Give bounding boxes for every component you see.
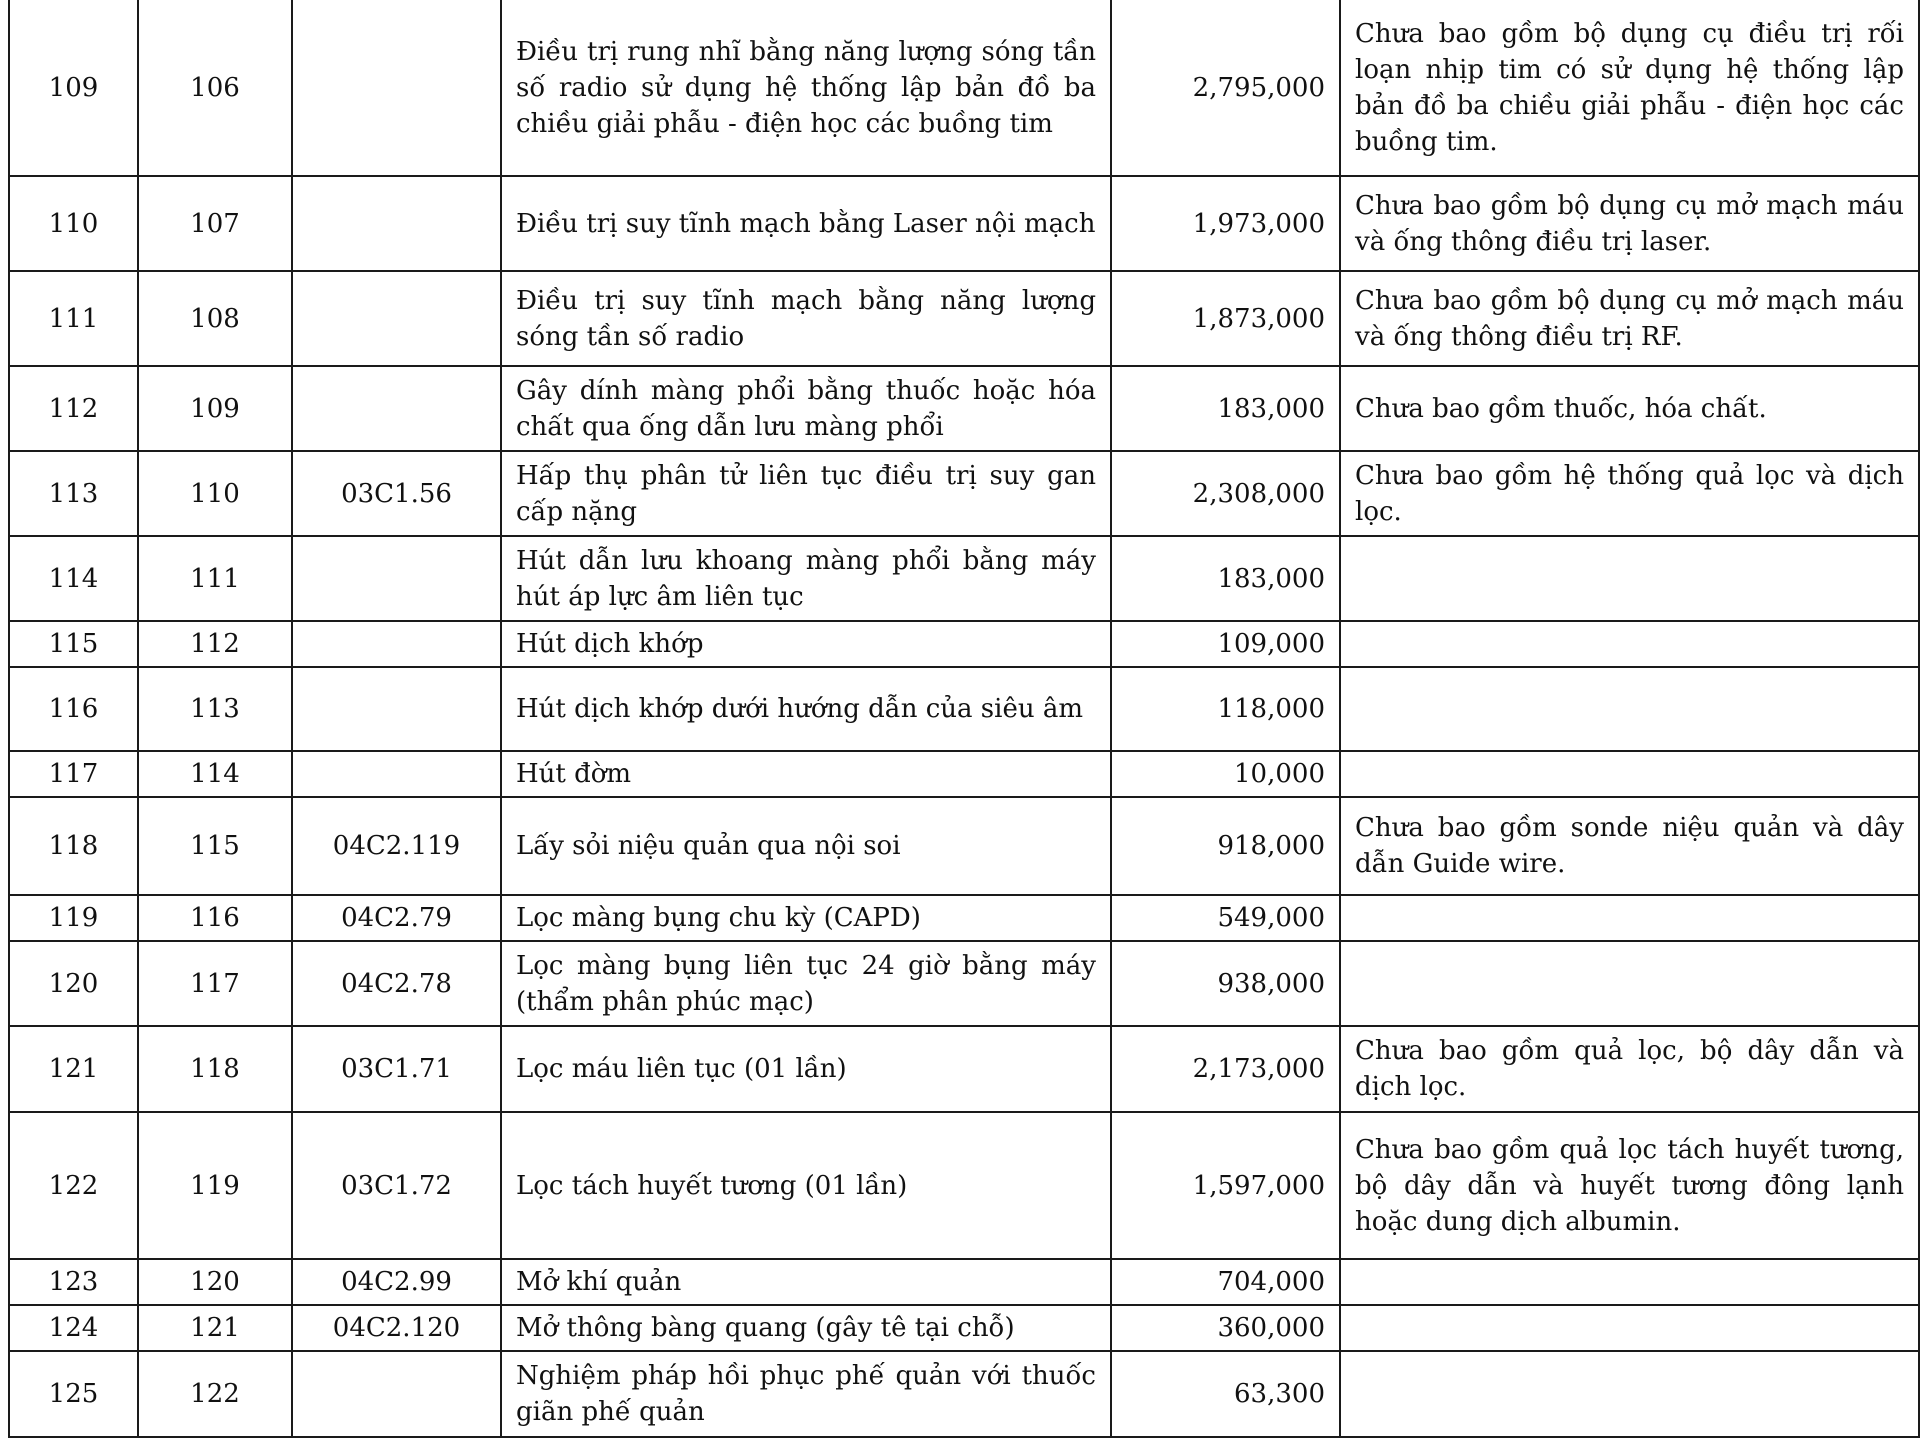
- row-price: 704,000: [1111, 1259, 1340, 1305]
- row-code: [292, 176, 501, 271]
- row-stt: 114: [9, 536, 138, 621]
- row-stt: 116: [9, 667, 138, 751]
- row-name: Hấp thụ phân tử liên tục điều trị suy gan cấp nặng: [501, 451, 1111, 536]
- row-note: Chưa bao gồm bộ dụng cụ mở mạch máu và ống thông điều trị RF.: [1340, 271, 1919, 366]
- row-name: Điều trị suy tĩnh mạch bằng năng lượng sóng tần số radio: [501, 271, 1111, 366]
- row-stt: 109: [9, 0, 138, 176]
- row-stt: 110: [9, 176, 138, 271]
- row-code: [292, 751, 501, 797]
- row-code: [292, 536, 501, 621]
- row-name: Lọc màng bụng chu kỳ (CAPD): [501, 895, 1111, 941]
- row-name: Gây dính màng phổi bằng thuốc hoặc hóa chất qua ống dẫn lưu màng phổi: [501, 366, 1111, 451]
- row-stt: 122: [9, 1112, 138, 1259]
- row-price: 2,795,000: [1111, 0, 1340, 176]
- row-stt: 118: [9, 797, 138, 895]
- row-note: Chưa bao gồm bộ dụng cụ mở mạch máu và ống thông điều trị laser.: [1340, 176, 1919, 271]
- row-price: 63,300: [1111, 1351, 1340, 1437]
- row-number: 109: [138, 366, 292, 451]
- row-code: [292, 667, 501, 751]
- row-note: Chưa bao gồm thuốc, hóa chất.: [1340, 366, 1919, 451]
- row-note: [1340, 941, 1919, 1026]
- table-row: [9, 1305, 1919, 1351]
- row-note: [1340, 667, 1919, 751]
- price-table: [8, 0, 1920, 1438]
- table-row: [9, 1351, 1919, 1437]
- row-note: [1340, 621, 1919, 667]
- row-code: 04C2.78: [292, 941, 501, 1026]
- row-note: Chưa bao gồm quả lọc tách huyết tương, bộ dây dẫn và huyết tương đông lạnh hoặc dung dịch albumin.: [1340, 1112, 1919, 1259]
- row-note: Chưa bao gồm bộ dụng cụ điều trị rối loạn nhịp tim có sử dụng hệ thống lập bản đồ ba chiều giải phẫu - điện học các buồng tim.: [1340, 0, 1919, 176]
- row-stt: 113: [9, 451, 138, 536]
- row-number: 120: [138, 1259, 292, 1305]
- row-number: 114: [138, 751, 292, 797]
- row-code: [292, 621, 501, 667]
- row-note: [1340, 1305, 1919, 1351]
- row-code: 03C1.71: [292, 1026, 501, 1112]
- row-stt: 120: [9, 941, 138, 1026]
- row-number: 113: [138, 667, 292, 751]
- row-name: Hút đờm: [501, 751, 1111, 797]
- row-name: Lọc tách huyết tương (01 lần): [501, 1112, 1111, 1259]
- row-price: 360,000: [1111, 1305, 1340, 1351]
- row-stt: 121: [9, 1026, 138, 1112]
- row-price: 918,000: [1111, 797, 1340, 895]
- row-number: 122: [138, 1351, 292, 1437]
- row-number: 110: [138, 451, 292, 536]
- row-code: 03C1.56: [292, 451, 501, 536]
- row-note: Chưa bao gồm sonde niệu quản và dây dẫn Guide wire.: [1340, 797, 1919, 895]
- row-name: Nghiệm pháp hồi phục phế quản với thuốc giãn phế quản: [501, 1351, 1111, 1437]
- row-stt: 119: [9, 895, 138, 941]
- row-price: 938,000: [1111, 941, 1340, 1026]
- row-number: 111: [138, 536, 292, 621]
- row-name: Hút dịch khớp dưới hướng dẫn của siêu âm: [501, 667, 1111, 751]
- table-row: [9, 1026, 1919, 1112]
- row-price: 183,000: [1111, 536, 1340, 621]
- row-name: Hút dịch khớp: [501, 621, 1111, 667]
- row-price: 1,973,000: [1111, 176, 1340, 271]
- row-price: 10,000: [1111, 751, 1340, 797]
- row-code: 03C1.72: [292, 1112, 501, 1259]
- row-note: Chưa bao gồm quả lọc, bộ dây dẫn và dịch lọc.: [1340, 1026, 1919, 1112]
- row-price: 549,000: [1111, 895, 1340, 941]
- row-code: [292, 1351, 501, 1437]
- row-name: Mở thông bàng quang (gây tê tại chỗ): [501, 1305, 1111, 1351]
- row-number: 107: [138, 176, 292, 271]
- row-note: [1340, 895, 1919, 941]
- row-price: 1,597,000: [1111, 1112, 1340, 1259]
- row-stt: 117: [9, 751, 138, 797]
- row-number: 119: [138, 1112, 292, 1259]
- row-note: [1340, 751, 1919, 797]
- row-number: 116: [138, 895, 292, 941]
- table-row: [9, 451, 1919, 536]
- table-row: [9, 271, 1919, 366]
- row-price: 2,173,000: [1111, 1026, 1340, 1112]
- table-row: [9, 1112, 1919, 1259]
- table-row: [9, 176, 1919, 271]
- row-code: [292, 271, 501, 366]
- row-stt: 125: [9, 1351, 138, 1437]
- table-row: [9, 667, 1919, 751]
- table-row: [9, 0, 1919, 176]
- row-number: 117: [138, 941, 292, 1026]
- row-name: Lấy sỏi niệu quản qua nội soi: [501, 797, 1111, 895]
- table-row: [9, 797, 1919, 895]
- row-name: Mở khí quản: [501, 1259, 1111, 1305]
- row-number: 108: [138, 271, 292, 366]
- row-number: 112: [138, 621, 292, 667]
- row-price: 118,000: [1111, 667, 1340, 751]
- row-note: [1340, 536, 1919, 621]
- row-number: 118: [138, 1026, 292, 1112]
- row-name: Điều trị rung nhĩ bằng năng lượng sóng tần số radio sử dụng hệ thống lập bản đồ ba chiều giải phẫu - điện học các buồng tim: [501, 0, 1111, 176]
- row-code: 04C2.99: [292, 1259, 501, 1305]
- row-name: Lọc máu liên tục (01 lần): [501, 1026, 1111, 1112]
- row-price: 1,873,000: [1111, 271, 1340, 366]
- row-code: 04C2.120: [292, 1305, 501, 1351]
- row-stt: 124: [9, 1305, 138, 1351]
- row-number: 106: [138, 0, 292, 176]
- table-row: [9, 366, 1919, 451]
- row-price: 109,000: [1111, 621, 1340, 667]
- row-number: 121: [138, 1305, 292, 1351]
- row-stt: 111: [9, 271, 138, 366]
- row-name: Hút dẫn lưu khoang màng phổi bằng máy hút áp lực âm liên tục: [501, 536, 1111, 621]
- row-note: [1340, 1351, 1919, 1437]
- table-row: [9, 895, 1919, 941]
- row-name: Điều trị suy tĩnh mạch bằng Laser nội mạch: [501, 176, 1111, 271]
- row-code: 04C2.79: [292, 895, 501, 941]
- row-number: 115: [138, 797, 292, 895]
- row-code: [292, 366, 501, 451]
- row-stt: 115: [9, 621, 138, 667]
- table-row: [9, 536, 1919, 621]
- row-stt: 112: [9, 366, 138, 451]
- row-note: [1340, 1259, 1919, 1305]
- row-code: 04C2.119: [292, 797, 501, 895]
- row-price: 2,308,000: [1111, 451, 1340, 536]
- table-row: [9, 1259, 1919, 1305]
- row-stt: 123: [9, 1259, 138, 1305]
- table-row: [9, 941, 1919, 1026]
- table-row: [9, 621, 1919, 667]
- price-table-body: [9, 0, 1919, 1437]
- table-row: [9, 751, 1919, 797]
- row-name: Lọc màng bụng liên tục 24 giờ bằng máy (thẩm phân phúc mạc): [501, 941, 1111, 1026]
- row-note: Chưa bao gồm hệ thống quả lọc và dịch lọc.: [1340, 451, 1919, 536]
- row-code: [292, 0, 501, 176]
- row-price: 183,000: [1111, 366, 1340, 451]
